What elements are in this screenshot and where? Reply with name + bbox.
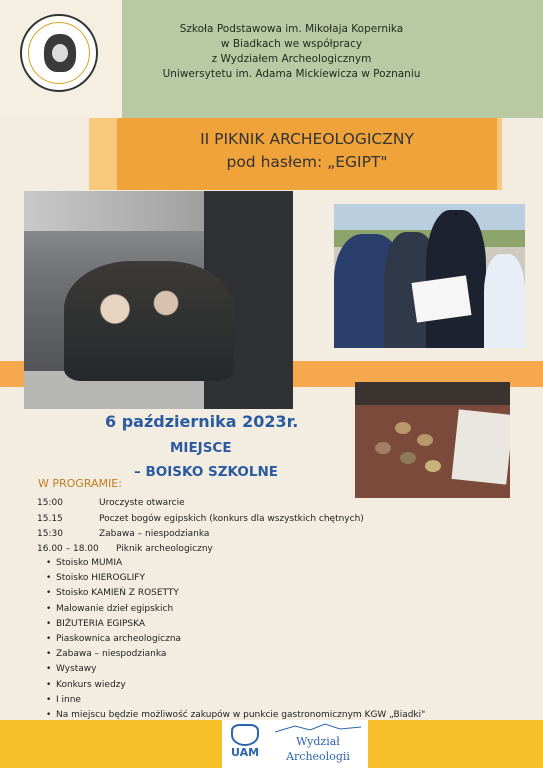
organizer-line: z Wydziałem Archeologicznym [211, 53, 372, 65]
schedule-time: 16.00 – 18.00 [37, 544, 99, 554]
event-title [117, 128, 497, 174]
list-item: • I inne [46, 693, 425, 708]
list-item: • Piaskownica archeologiczna [46, 632, 425, 647]
place-value: – BOISKO SZKOLNE [134, 464, 278, 480]
uam-text: UAM [230, 746, 260, 759]
event-date: 6 października 2023r. [105, 412, 299, 431]
schedule-time: 15:00 [37, 498, 63, 508]
group-photo [24, 191, 293, 409]
list-item: • Stoisko HIEROGLIFY [46, 571, 425, 586]
list-item: • Konkurs wiedzy [46, 678, 425, 693]
workshop-photo [334, 204, 525, 348]
organizer-line: Uniwersytetu im. Adama Mickiewicza w Poznaniu [162, 68, 421, 80]
organizer-text [122, 22, 461, 82]
program-title: W PROGRAMIE: [38, 477, 122, 490]
list-item: • Na miejscu będzie możliwość zakupów w punkcie gastronomicznym KGW „Biadki" [46, 708, 425, 723]
list-item: • Stoisko KAMIEŃ Z ROSETTY [46, 586, 425, 601]
faculty-line1: Wydział [296, 735, 340, 748]
faculty-line2: Archeologii [286, 750, 350, 763]
faculty-name [270, 728, 366, 764]
list-item: • BIŻUTERIA EGIPSKA [46, 617, 425, 632]
schedule-item: Zabawa – niespodzianka [99, 529, 210, 539]
schedule-item: Poczet bogów egipskich (konkurs dla wszystkich chętnych) [99, 514, 364, 524]
schedule-item: Uroczyste otwarcie [99, 498, 185, 508]
schedule-item: Piknik archeologiczny [116, 544, 213, 554]
uam-logo [228, 724, 262, 764]
place-label: MIEJSCE [170, 440, 232, 456]
program-list [46, 556, 425, 723]
eagle-icon [231, 724, 259, 746]
school-logo [20, 14, 98, 92]
list-item: • Stoisko MUMIA [46, 556, 425, 571]
pottery-photo [355, 382, 510, 498]
copernicus-portrait-icon [44, 34, 76, 72]
organizer-line: Szkoła Podstawowa im. Mikołaja Kopernika [179, 23, 404, 35]
schedule-time: 15:30 [37, 529, 63, 539]
event-title-line2: pod hasłem: „EGIPT" [226, 153, 388, 171]
list-item: • Malowanie dzieł egipskich [46, 602, 425, 617]
list-item: • Zabawa – niespodzianka [46, 647, 425, 662]
organizer-line: w Biadkach we współpracy [220, 38, 363, 50]
schedule-time: 15.15 [37, 514, 63, 524]
list-item: • Wystawy [46, 662, 425, 677]
event-title-line1: II PIKNIK ARCHEOLOGICZNY [200, 130, 414, 148]
